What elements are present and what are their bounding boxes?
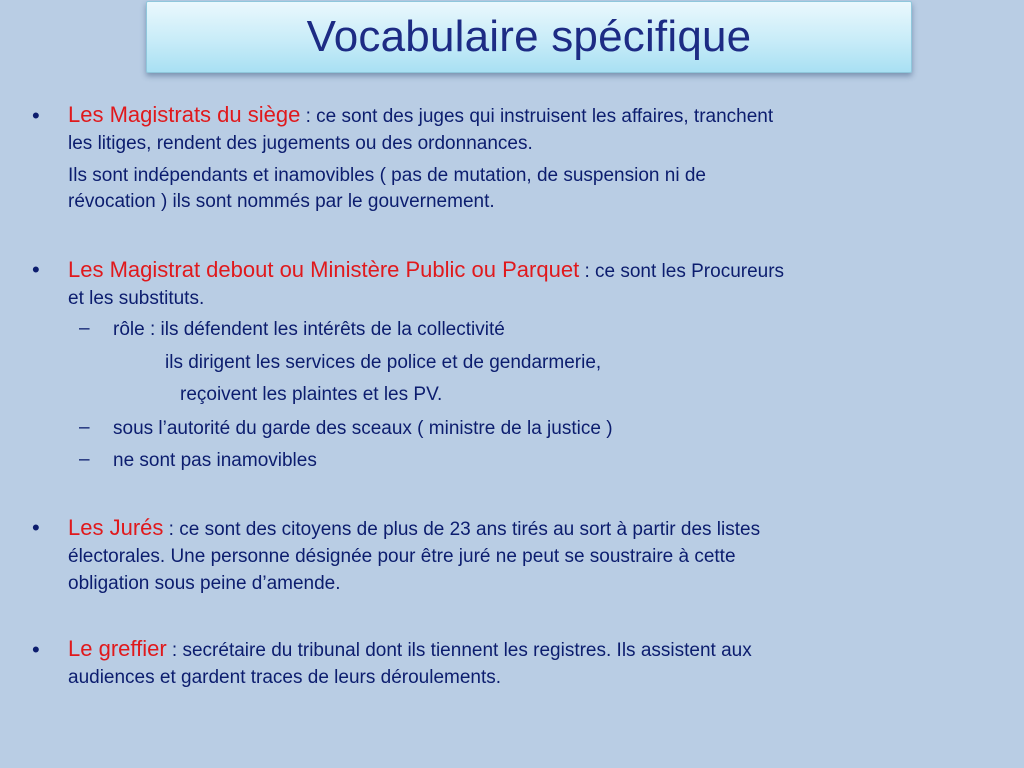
item-2-sub-2: ils dirigent les services de police et de gendarmerie, xyxy=(165,352,602,373)
item-1-line-2: les litiges, rendent des jugements ou des ordonnances. xyxy=(68,133,533,154)
bullet-icon: • xyxy=(32,515,40,540)
item-2-sub-4: sous l’autorité du garde des sceaux ( ministre de la justice ) xyxy=(113,418,613,439)
item-2-sub-5: ne sont pas inamovibles xyxy=(113,450,317,471)
item-1-line-4: révocation ) ils sont nommés par le gouvernement. xyxy=(68,191,495,212)
item-3-term: Les Jurés xyxy=(68,515,164,540)
item-3-line-3: obligation sous peine d’amende. xyxy=(68,573,341,594)
item-1-definition-start: : ce sont des juges qui instruisent les affaires, tranchent xyxy=(300,106,774,127)
dash-icon: – xyxy=(79,318,90,339)
slide-title: Vocabulaire spécifique xyxy=(306,12,752,61)
item-4-line-2: audiences et gardent traces de leurs déroulements. xyxy=(68,667,502,688)
item-2-term: Les Magistrat debout ou Ministère Public ou Parquet xyxy=(68,257,580,282)
item-1-line-3: Ils sont indépendants et inamovibles ( pas de mutation, de suspension ni de xyxy=(68,165,706,186)
dash-icon: – xyxy=(79,449,90,470)
bullet-icon: • xyxy=(32,257,40,282)
item-1-term: Les Magistrats du siège xyxy=(68,102,301,127)
item-4-term: Le greffier xyxy=(68,636,167,661)
item-2-line-2: et les substituts. xyxy=(68,288,205,309)
item-2-sub-3: reçoivent les plaintes et les PV. xyxy=(180,384,443,405)
item-3-definition-start: : ce sont des citoyens de plus de 23 ans tirés au sort à partir des listes xyxy=(163,519,761,540)
dash-icon: – xyxy=(79,417,90,438)
item-3-line-2: électorales. Une personne désignée pour être juré ne peut se soustraire à cette xyxy=(68,546,736,567)
bullet-icon: • xyxy=(32,103,40,128)
item-2-line-1 xyxy=(68,258,784,284)
item-3-line-1 xyxy=(68,516,760,542)
item-2-definition-start: : ce sont les Procureurs xyxy=(579,261,785,282)
item-4-line-1 xyxy=(68,637,752,663)
item-1-line-1 xyxy=(68,103,773,129)
item-2-sub-1: rôle : ils défendent les intérêts de la collectivité xyxy=(113,319,505,340)
item-4-definition-start: : secrétaire du tribunal dont ils tiennent les registres. Ils assistent aux xyxy=(166,640,752,661)
bullet-icon: • xyxy=(32,637,40,662)
